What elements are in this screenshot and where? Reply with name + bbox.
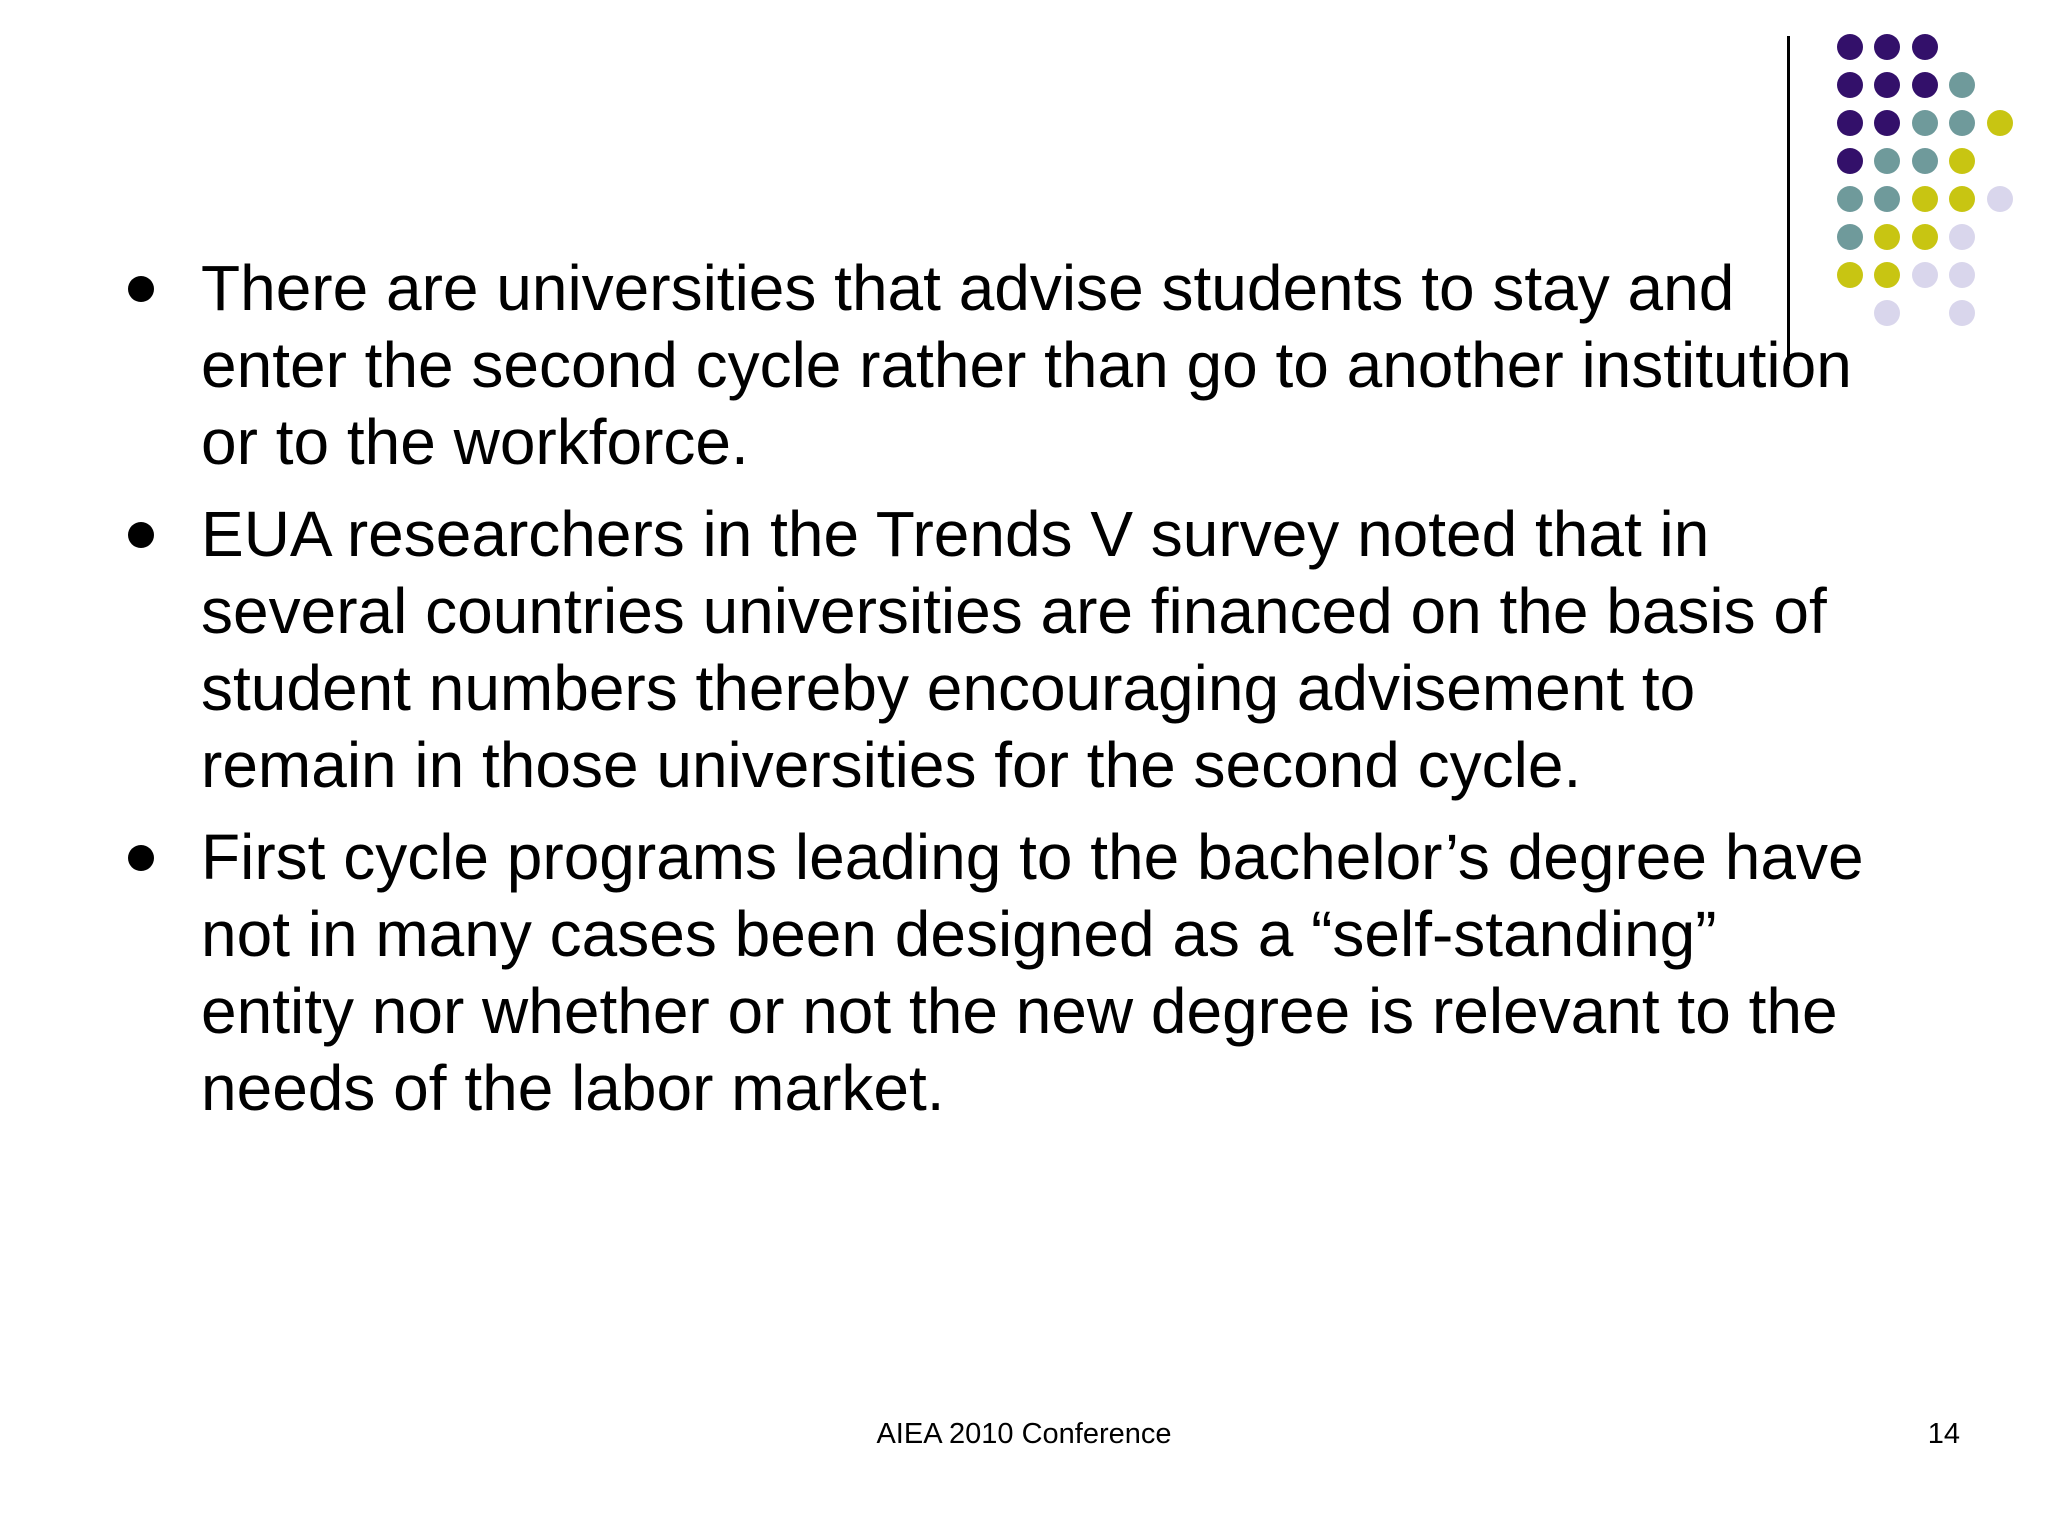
decorative-dot xyxy=(1949,300,1975,326)
decorative-dot xyxy=(1949,186,1975,212)
decorative-dot xyxy=(1949,148,1975,174)
bullet-item xyxy=(120,819,1880,1127)
decorative-dot xyxy=(1912,186,1938,212)
bullet-item xyxy=(120,496,1880,804)
decorative-dot xyxy=(1912,72,1938,98)
bullet-text: There are universities that advise students to stay and enter the second cycle rather than go to another institution or to the workforce. xyxy=(201,252,1852,478)
decorative-dot xyxy=(1874,34,1900,60)
bullet-dot-icon xyxy=(128,276,154,302)
bullet-text: First cycle programs leading to the bachelor’s degree have not in many cases been designed as a “self-standing” entity nor whether or not the new degree is relevant to the needs of the labor market. xyxy=(201,821,1864,1124)
decorative-dot xyxy=(1949,224,1975,250)
decorative-dot xyxy=(1837,186,1863,212)
decorative-dot xyxy=(1912,262,1938,288)
decorative-dot xyxy=(1837,72,1863,98)
decorative-dot xyxy=(1874,224,1900,250)
decorative-dot xyxy=(1837,148,1863,174)
decorative-dot xyxy=(1949,262,1975,288)
decorative-dot xyxy=(1874,110,1900,136)
footer-conference-text: AIEA 2010 Conference xyxy=(876,1418,1172,1450)
bullet-dot-icon xyxy=(128,845,154,871)
decorative-dot xyxy=(1874,186,1900,212)
bullet-text: EUA researchers in the Trends V survey noted that in several countries universities are financed on the basis of student numbers thereby encouraging advisement to remain in those universities for the second cycle. xyxy=(201,498,1827,801)
bullet-dot-icon xyxy=(128,522,154,548)
page-number: 14 xyxy=(1927,1418,1960,1450)
decorative-dot xyxy=(1837,224,1863,250)
decorative-dot xyxy=(1949,72,1975,98)
decorative-dot xyxy=(1874,72,1900,98)
decorative-dot xyxy=(1837,110,1863,136)
decorative-dot xyxy=(1837,34,1863,60)
decorative-dot xyxy=(1912,224,1938,250)
decorative-dot xyxy=(1874,148,1900,174)
decorative-dot xyxy=(1987,110,2013,136)
decorative-dot xyxy=(1949,110,1975,136)
decorative-dot xyxy=(1912,148,1938,174)
decorative-dot xyxy=(1912,34,1938,60)
decorative-dot xyxy=(1912,110,1938,136)
bullet-list xyxy=(120,250,1880,1142)
decorative-dot xyxy=(1987,186,2013,212)
bullet-item xyxy=(120,250,1881,481)
